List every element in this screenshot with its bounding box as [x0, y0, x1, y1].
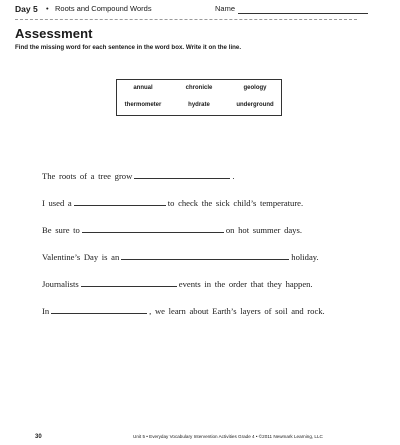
sentence-1 [42, 169, 234, 183]
sentence-text-before: Journalists [42, 279, 79, 289]
sentence-6 [42, 304, 325, 318]
answer-blank[interactable] [81, 278, 177, 287]
sentence-text-after: on hot summer days. [225, 225, 302, 235]
word-box-word: geology [243, 85, 267, 91]
page-title: Assessment [15, 26, 93, 41]
lesson-topic: Roots and Compound Words [55, 4, 152, 13]
name-field-line[interactable] [238, 13, 368, 14]
sentence-3 [42, 223, 302, 237]
header-bullet: • [46, 4, 49, 13]
header-divider [15, 19, 357, 20]
sentence-2 [42, 196, 303, 210]
word-box-word: chronicle [185, 85, 213, 91]
answer-blank[interactable] [121, 251, 289, 260]
answer-blank[interactable] [74, 197, 166, 206]
sentence-text-after: . [232, 171, 235, 181]
sentence-4 [42, 250, 319, 264]
sentence-text-before: In [42, 306, 50, 316]
sentence-text-before: Be sure to [42, 225, 80, 235]
answer-blank[interactable] [51, 305, 147, 314]
sentence-text-before: Valentine’s Day is an [42, 252, 120, 262]
sentence-text-after: holiday. [291, 252, 319, 262]
word-box-word: thermometer [124, 102, 162, 108]
word-box [116, 79, 282, 116]
answer-blank[interactable] [134, 170, 230, 179]
page-header [15, 2, 395, 16]
word-box-word: underground [236, 102, 274, 108]
directions-text: Find the missing word for each sentence in the word box. Write it on the line. [15, 44, 242, 51]
word-box-word: hydrate [188, 102, 210, 108]
sentence-5 [42, 277, 313, 291]
page-number: 30 [35, 434, 42, 440]
answer-blank[interactable] [82, 224, 224, 233]
day-label: Day 5 [15, 4, 38, 14]
sentence-text-after: events in the order that they happen. [178, 279, 313, 289]
name-label: Name [215, 4, 236, 13]
sentence-text-before: I used a [42, 198, 72, 208]
word-box-word: annual [133, 85, 153, 91]
sentence-text-after: , we learn about Earth’s layers of soil and rock. [149, 306, 325, 316]
sentence-text-after: to check the sick child’s temperature. [167, 198, 304, 208]
footer-credit: Unit 5 • Everyday Vocabulary Intervention Activities Grade 4 • ©2011 Newmark Learning, LLC [133, 434, 323, 439]
sentence-text-before: The roots of a tree grow [42, 171, 133, 181]
